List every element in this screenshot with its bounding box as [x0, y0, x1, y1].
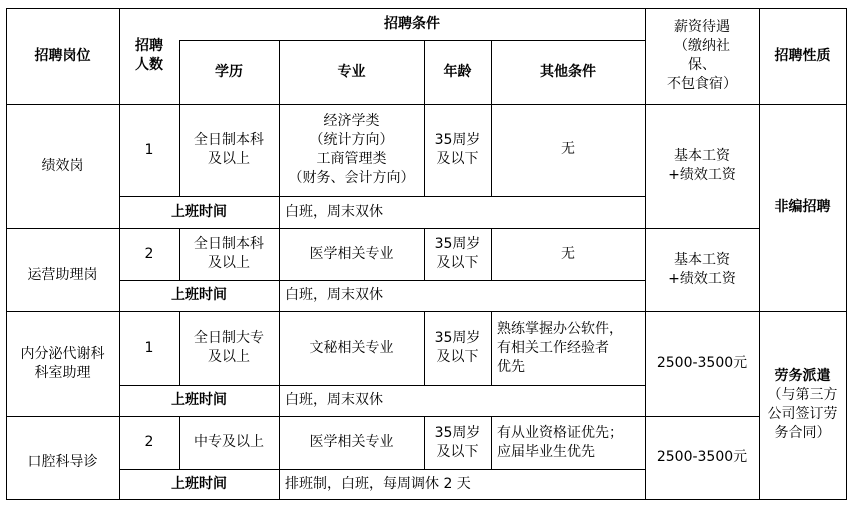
header-conditions: 招聘条件 — [384, 15, 440, 32]
header-position: 招聘岗位 — [34, 47, 91, 64]
salary-cell: 2500-3500元 — [656, 449, 748, 465]
header-major: 专业 — [337, 63, 366, 80]
salary-cell: 基本工资 +绩效工资 — [668, 251, 736, 287]
nature-note: （与第三方 公司签订劳 务合同） — [767, 387, 838, 441]
row-age: 35周岁 及以下 — [434, 132, 481, 167]
grid-line — [6, 499, 847, 500]
row-major: 医学相关专业 — [309, 245, 394, 262]
nature-title: 劳务派遣 — [774, 368, 831, 384]
row-age: 35周岁 及以下 — [434, 236, 481, 271]
work-time-value: 排班制，白班，每周调休 2 天 — [285, 475, 471, 492]
header-salary: 薪资待遇 （缴纳社 保、 不包食宿） — [667, 19, 737, 92]
row-count: 1 — [144, 339, 154, 356]
nature-cell — [759, 311, 846, 499]
row-count: 2 — [144, 434, 154, 450]
row-position: 运营助理岗 — [27, 267, 98, 283]
row-age: 35周岁 及以下 — [434, 424, 481, 460]
row-major: 医学相关专业 — [309, 434, 394, 450]
row-count: 2 — [144, 245, 154, 262]
row-age: 35周岁 及以下 — [434, 330, 481, 365]
row-position: 口腔科导诊 — [27, 454, 98, 470]
row-count: 1 — [144, 141, 154, 158]
header-age: 年龄 — [443, 63, 472, 80]
work-time-value: 白班，周末双休 — [285, 287, 383, 303]
row-position: 内分泌代谢科 科室助理 — [20, 345, 105, 381]
work-time-label: 上班时间 — [171, 287, 227, 303]
row-other: 熟练掌握办公软件， 有相关工作经验者 优先 — [497, 320, 623, 375]
work-time-label: 上班时间 — [171, 203, 227, 220]
work-time-label: 上班时间 — [171, 392, 227, 408]
row-education: 全日制本科 及以上 — [194, 132, 264, 167]
row-position: 绩效岗 — [41, 157, 84, 174]
work-time-label: 上班时间 — [171, 475, 227, 492]
header-headcount: 招聘 人数 — [135, 38, 163, 73]
nature-cell: 非编招聘 — [774, 199, 831, 215]
salary-cell: 基本工资 +绩效工资 — [668, 148, 736, 183]
header-other-conditions: 其他条件 — [540, 63, 596, 80]
header-education: 学历 — [215, 63, 243, 80]
row-other: 有从业资格证优先； 应届毕业生优先 — [497, 424, 623, 460]
work-time-value: 白班，周末双休 — [285, 203, 383, 220]
row-education: 中专及以上 — [194, 434, 264, 450]
salary-cell: 2500-3500元 — [656, 355, 748, 371]
header-nature: 招聘性质 — [774, 47, 831, 64]
row-other: 无 — [561, 245, 575, 262]
work-time-value: 白班，周末双休 — [285, 392, 383, 408]
row-other: 无 — [561, 141, 575, 157]
row-major: 经济学类 （统计方向） 工商管理类 （财务、会计方向） — [288, 113, 415, 186]
grid-line — [846, 8, 847, 500]
row-education: 全日制本科 及以上 — [194, 236, 264, 271]
row-major: 文秘相关专业 — [309, 339, 394, 356]
row-education: 全日制大专 及以上 — [194, 330, 264, 365]
